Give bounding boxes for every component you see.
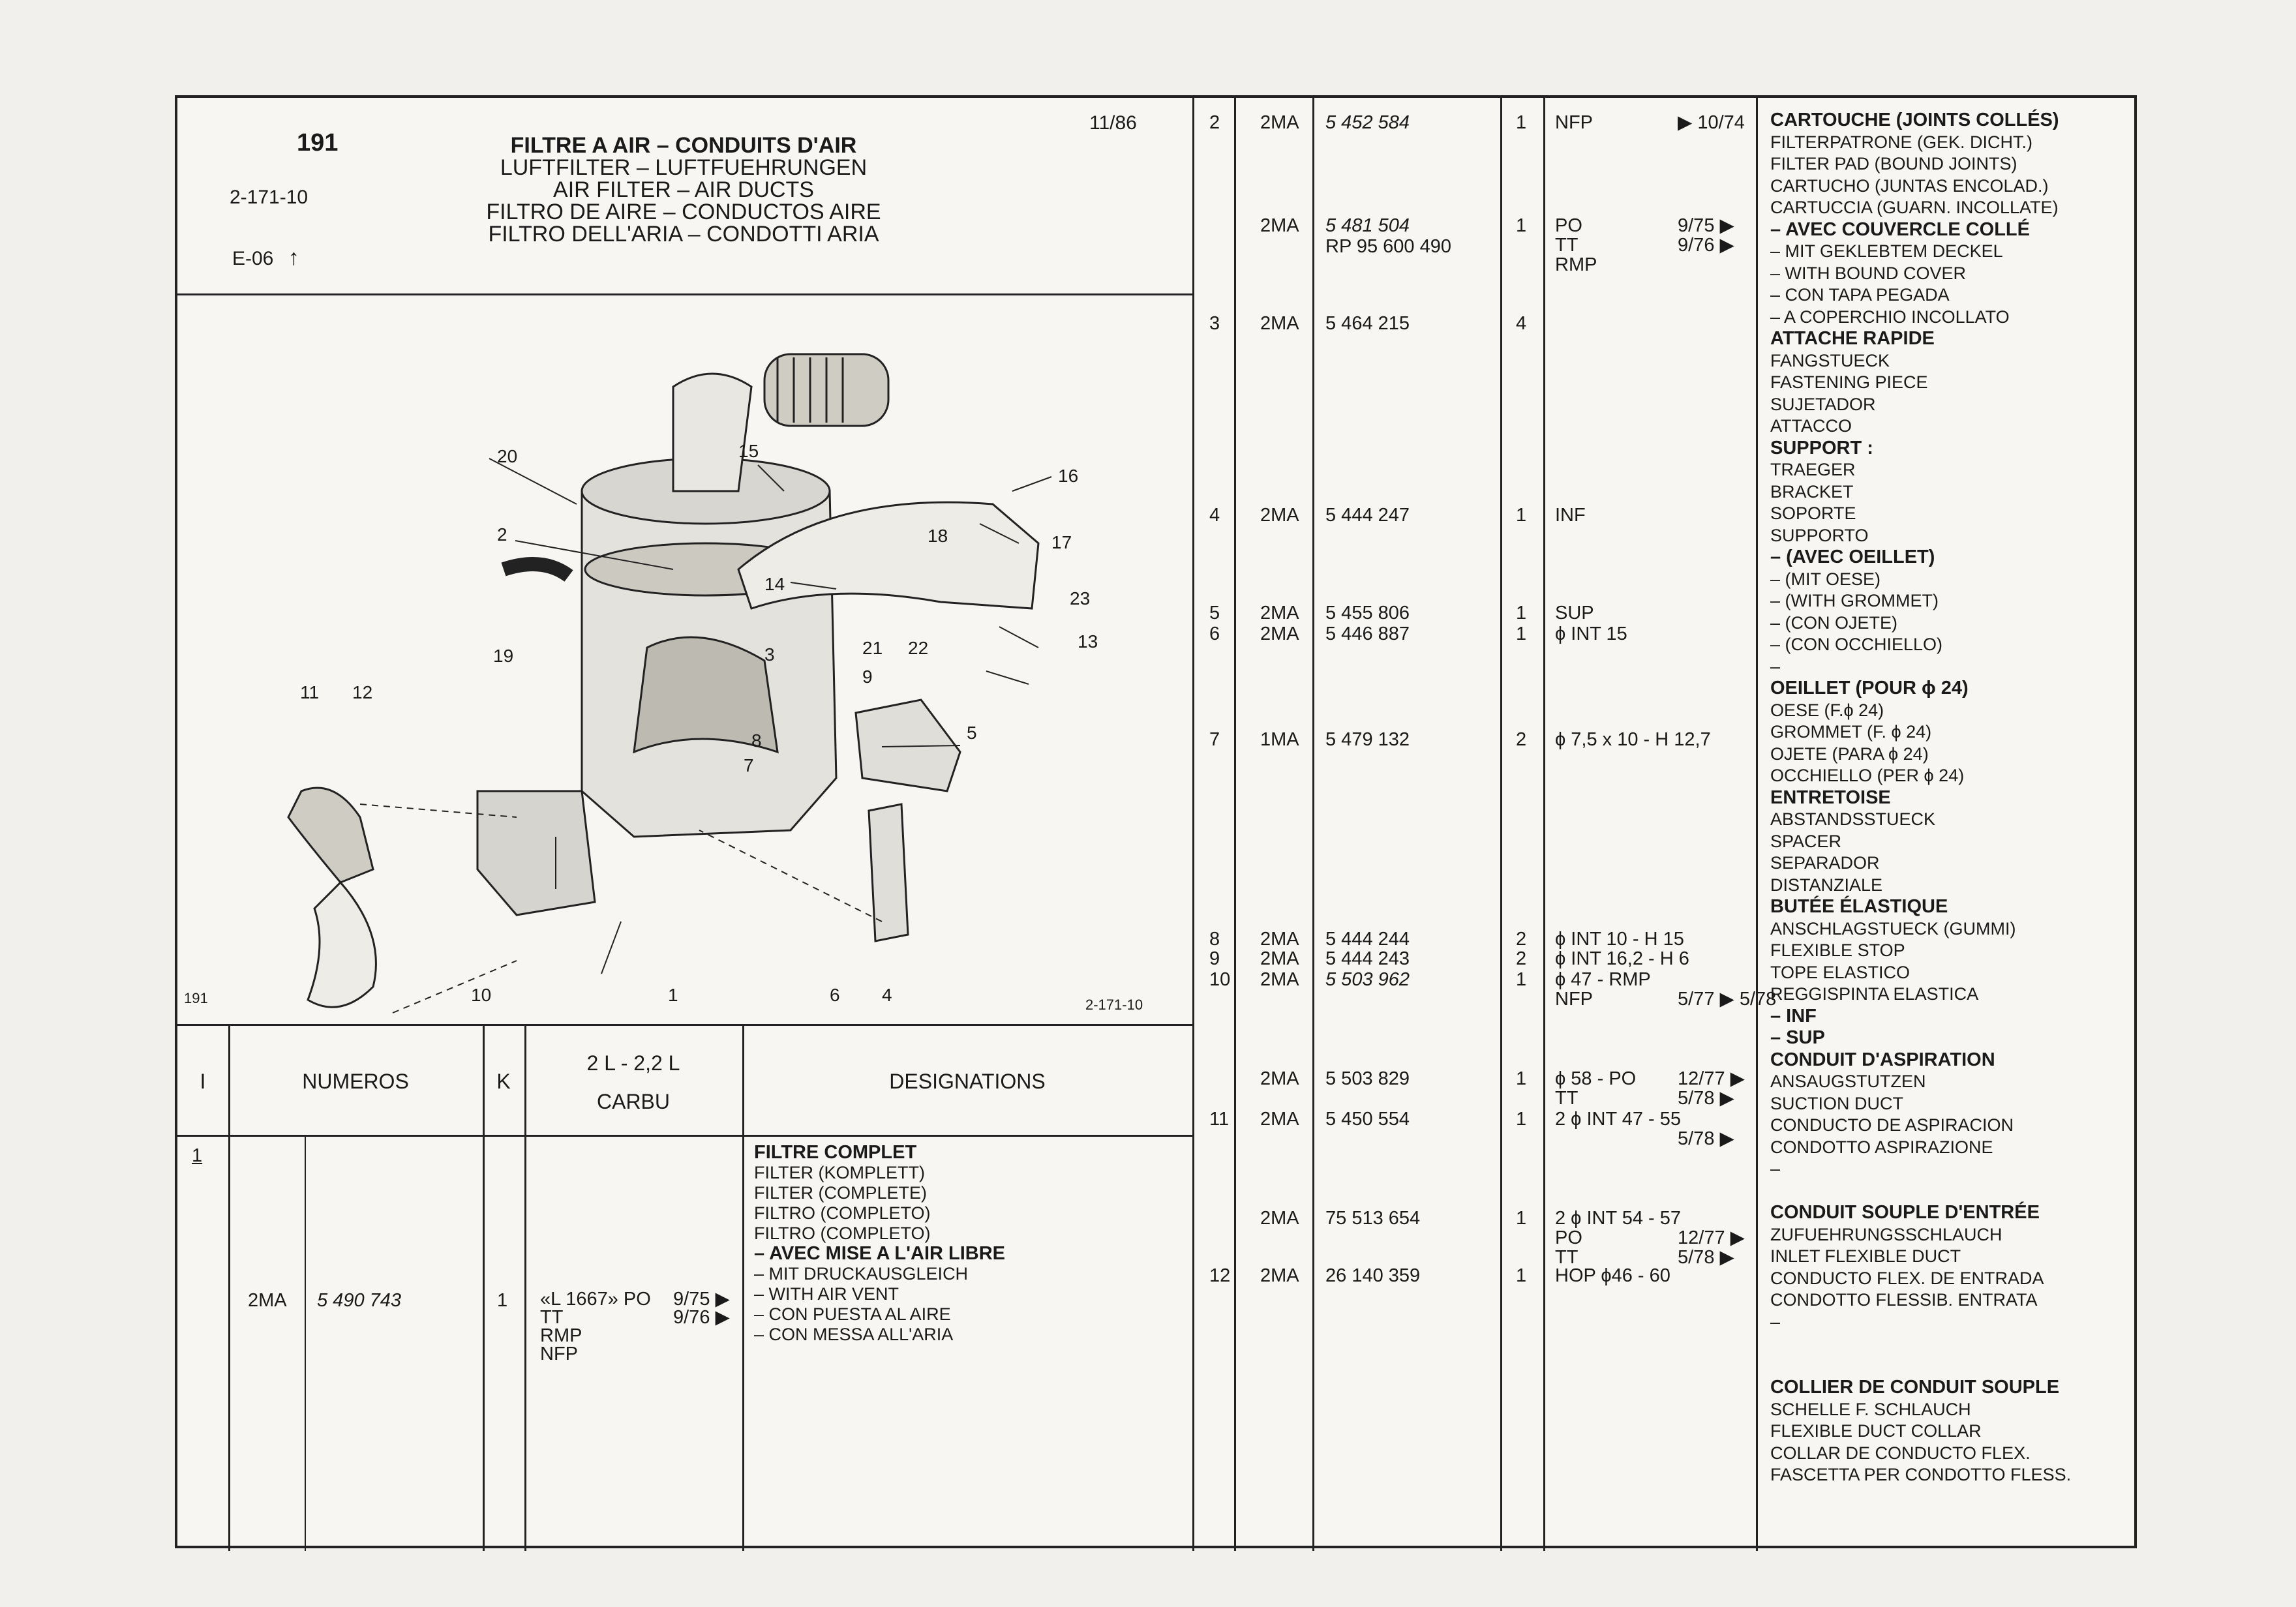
designation-line: COLLAR DE CONDUCTO FLEX.	[1770, 1443, 2031, 1463]
date-line-2: 9/76 ▶	[673, 1307, 730, 1328]
rcol-line-3	[1500, 98, 1502, 1551]
rrow-application-2: PO	[1555, 1227, 1582, 1248]
intake-duct-11	[288, 788, 373, 882]
designation-line: FILTERPATRONE (GEK. DICHT.)	[1770, 132, 2033, 152]
callout-5: 5	[967, 723, 977, 743]
designation-line: OEILLET (POUR ϕ 24)	[1770, 678, 1969, 698]
rrow-date-2: 9/76 ▶	[1678, 235, 1734, 256]
designation-line: –	[1770, 1312, 1781, 1332]
designation-line: CARTUCCIA (GUARN. INCOLLATE)	[1770, 198, 2059, 217]
elbow-duct	[673, 374, 751, 491]
rrow-qty: 1	[1516, 969, 1527, 990]
designation-line: CONDUIT D'ASPIRATION	[1770, 1049, 1995, 1070]
rrow-application-2: NFP	[1555, 989, 1593, 1010]
page-number: 191	[297, 129, 339, 157]
rrow-application-3: TT	[1555, 1247, 1578, 1268]
rrow-index: 11	[1209, 1109, 1230, 1130]
center-divider	[1192, 98, 1194, 1551]
desig-6: – AVEC MISE A L'AIR LIBRE	[754, 1243, 1006, 1264]
designation-line	[1770, 1180, 2071, 1203]
designation-line: GROMMET (F. ϕ 24)	[1770, 722, 1932, 742]
diagram-divider	[177, 1024, 1192, 1026]
designation-line: DISTANZIALE	[1770, 875, 1883, 895]
group-code-text: E-06	[232, 248, 274, 269]
designation-line: SOPORTE	[1770, 503, 1856, 523]
rrow-index: 2	[1209, 112, 1220, 133]
exploded-diagram	[177, 295, 1192, 1024]
rrow-application: ϕ 47 - RMP	[1555, 969, 1651, 990]
callout-12: 12	[352, 682, 373, 702]
callout-16: 16	[1058, 466, 1079, 486]
date-line-1: 9/75 ▶	[673, 1289, 730, 1310]
rrow-index: 8	[1209, 929, 1220, 950]
rrow-code: 2MA	[1260, 1265, 1299, 1286]
designation-line: INLET FLEXIBLE DUCT	[1770, 1246, 1961, 1266]
rrow-qty: 1	[1516, 1208, 1527, 1229]
intake-pipe-10	[308, 882, 376, 1007]
header-numeros: NUMEROS	[302, 1070, 409, 1093]
rrow-qty: 1	[1516, 623, 1527, 644]
rrow-qty: 2	[1516, 948, 1527, 969]
designation-line: TOPE ELASTICO	[1770, 962, 1911, 982]
callout-23: 23	[1070, 588, 1091, 608]
designation-line: OJETE (PARA ϕ 24)	[1770, 743, 1929, 764]
desig-2: FILTER (KOMPLETT)	[754, 1163, 926, 1182]
rrow-part-number: 26 140 359	[1325, 1265, 1421, 1286]
callout-22: 22	[908, 638, 929, 658]
designation-line: FASTENING PIECE	[1770, 372, 1928, 392]
rrow-code: 2MA	[1260, 112, 1299, 133]
hose-19	[504, 564, 569, 576]
row-application	[540, 1290, 651, 1363]
designation-line: – SUP	[1770, 1027, 1825, 1048]
title-en: AIR FILTER – AIR DUCTS	[553, 177, 814, 202]
designation-line: – AVEC COUVERCLE COLLÉ	[1770, 218, 2030, 240]
rrow-application-2: TT	[1555, 1088, 1578, 1109]
ref-code: 2-171-10	[230, 187, 309, 208]
col-line-4	[742, 1024, 744, 1551]
callout-1: 1	[668, 985, 678, 1005]
designation-line: – (AVEC OEILLET)	[1770, 547, 1935, 567]
diagram-svg	[177, 295, 1192, 1024]
rrow-application: ϕ INT 15	[1555, 623, 1627, 644]
callout-18: 18	[928, 526, 948, 546]
designation-line: SUJETADOR	[1770, 394, 1876, 414]
desig-10: – CON MESSA ALL'ARIA	[754, 1325, 954, 1344]
rrow-code: 2MA	[1260, 505, 1299, 526]
rrow-application: INF	[1555, 505, 1586, 526]
designation-line: REGGISPINTA ELASTICA	[1770, 984, 1979, 1004]
designation-line: CONDOTTO FLESSIB. ENTRATA	[1770, 1290, 2038, 1310]
diagram-page-label: 191	[184, 990, 208, 1006]
designation-line: ATTACHE RAPIDE	[1770, 328, 1935, 349]
rrow-part-number: 5 479 132	[1325, 729, 1410, 750]
designation-line: ANSCHLAGSTUECK (GUMMI)	[1770, 918, 2016, 939]
rcol-line-5	[1756, 98, 1758, 1551]
row-qty: 1	[497, 1290, 508, 1311]
designation-line: FLEXIBLE DUCT COLLAR	[1770, 1421, 1982, 1441]
designation-line: SUPPORTO	[1770, 525, 1869, 545]
callout-19: 19	[493, 646, 514, 666]
rrow-date: ▶ 10/74	[1678, 112, 1745, 133]
callout-10: 10	[471, 985, 492, 1005]
rrow-application: NFP	[1555, 112, 1593, 133]
designation-line: – (CON OCCHIELLO)	[1770, 635, 1943, 654]
rrow-part-number: 5 446 887	[1325, 623, 1410, 644]
designation-line: ZUFUEHRUNGSSCHLAUCH	[1770, 1224, 2002, 1244]
designation-line: BRACKET	[1770, 481, 1854, 502]
rrow-index: 6	[1209, 623, 1220, 644]
rrow-index: 10	[1209, 969, 1231, 990]
designation-line: – WITH BOUND COVER	[1770, 263, 1967, 283]
designation-line: FLEXIBLE STOP	[1770, 940, 1905, 960]
designation-line: – (CON OJETE)	[1770, 612, 1898, 633]
designation-line: CARTOUCHE (JOINTS COLLÉS)	[1770, 110, 2059, 130]
designation-line: – (MIT OESE)	[1770, 569, 1881, 589]
designation-line: FANGSTUECK	[1770, 350, 1890, 370]
callout-2: 2	[497, 524, 507, 545]
rrow-index: 7	[1209, 729, 1220, 750]
col-line-1	[228, 1024, 230, 1551]
designation-line: SPACER	[1770, 831, 1842, 851]
designation-line: FASCETTA PER CONDOTTO FLESS.	[1770, 1465, 2072, 1484]
callout-7: 7	[744, 755, 754, 775]
callout-21: 21	[862, 638, 883, 658]
callout-13: 13	[1078, 631, 1098, 652]
rrow-code: 2MA	[1260, 603, 1299, 623]
header-variant-line2: CARBU	[596, 1090, 670, 1113]
callout-9: 9	[862, 667, 873, 687]
callout-6: 6	[830, 985, 840, 1005]
title-fr: FILTRE A AIR – CONDUITS D'AIR	[510, 133, 857, 158]
rrow-date: 12/77 ▶	[1678, 1068, 1745, 1089]
rrow-part-number: 5 455 806	[1325, 603, 1410, 623]
row-designation	[754, 1143, 1005, 1345]
title-de: LUFTFILTER – LUFTFUEHRUNGEN	[500, 155, 868, 180]
rrow-date-2: 5/78 ▶	[1678, 1088, 1734, 1109]
rrow-application: ϕ INT 10 - H 15	[1555, 929, 1684, 950]
rrow-code: 2MA	[1260, 1208, 1299, 1229]
rrow-part-number: 5 503 962	[1325, 969, 1410, 990]
designation-line: CARTUCHO (JUNTAS ENCOLAD.)	[1770, 175, 2049, 196]
rrow-qty: 2	[1516, 929, 1527, 950]
rrow-application: HOP ϕ46 - 60	[1555, 1265, 1670, 1286]
designation-line: SUPPORT :	[1770, 437, 1873, 458]
header-k: K	[496, 1070, 511, 1093]
callout-4: 4	[882, 985, 892, 1005]
rrow-code: 2MA	[1260, 969, 1299, 990]
designation-line: – CON TAPA PEGADA	[1770, 285, 1950, 305]
rrow-qty: 1	[1516, 603, 1527, 623]
row-index: 1	[192, 1145, 203, 1166]
designation-line: BUTÉE ÉLASTIQUE	[1770, 896, 1948, 917]
arrow-up-icon: ↑	[288, 245, 299, 270]
callout-3: 3	[764, 644, 775, 665]
rrow-part-number: 5 444 243	[1325, 948, 1410, 969]
rrow-application: 2 ϕ INT 47 - 55	[1555, 1109, 1682, 1130]
designation-line: FILTER PAD (BOUND JOINTS)	[1770, 154, 2017, 173]
group-code	[232, 245, 299, 271]
app-line-1: «L 1667» PO	[540, 1289, 651, 1310]
rrow-index: 4	[1209, 505, 1220, 526]
designation-line: CONDOTTO ASPIRAZIONE	[1770, 1137, 1993, 1157]
rrow-part-number: 5 503 829	[1325, 1068, 1410, 1089]
rrow-application: SUP	[1555, 603, 1594, 623]
title-es: FILTRO DE AIRE – CONDUCTOS AIRE	[486, 200, 881, 224]
rrow-code: 2MA	[1260, 1109, 1299, 1130]
rrow-date: 9/75 ▶	[1678, 215, 1734, 236]
rrow-index: 3	[1209, 313, 1220, 334]
rrow-code: 2MA	[1260, 1068, 1299, 1089]
rrow-date-2: 5/78 ▶	[1678, 1128, 1734, 1149]
rrow-date-2: 5/77 ▶ 5/78	[1678, 989, 1777, 1010]
desig-5: FILTRO (COMPLETO)	[754, 1224, 931, 1243]
designation-line: – (WITH GROMMET)	[1770, 591, 1939, 610]
designation-line: –	[1770, 656, 1781, 676]
desig-8: – WITH AIR VENT	[754, 1284, 899, 1304]
title-block	[423, 134, 944, 245]
callout-15: 15	[738, 441, 759, 461]
rrow-part-number: 5 452 584	[1325, 112, 1410, 133]
rrow-part-number: 5 444 244	[1325, 929, 1410, 950]
callout-20: 20	[497, 446, 518, 466]
rrow-code: 2MA	[1260, 929, 1299, 950]
rrow-qty: 1	[1516, 505, 1527, 526]
designation-line: SEPARADOR	[1770, 853, 1880, 873]
desig-1: FILTRE COMPLET	[754, 1142, 917, 1163]
designation-line	[1770, 1333, 2071, 1355]
rrow-application-2: TT	[1555, 235, 1578, 256]
rrow-application: ϕ 58 - PO	[1555, 1068, 1637, 1089]
rrow-date-2: 12/77 ▶	[1678, 1227, 1745, 1248]
rrow-part-number: 5 481 504	[1325, 215, 1410, 236]
rrow-qty: 4	[1516, 313, 1527, 334]
rrow-application: ϕ INT 16,2 - H 6	[1555, 948, 1689, 969]
rrow-qty: 1	[1516, 112, 1527, 133]
table-header-divider	[177, 1135, 1192, 1137]
designation-line: – INF	[1770, 1005, 1817, 1027]
desig-7: – MIT DRUCKAUSGLEICH	[754, 1264, 969, 1284]
rrow-qty: 1	[1516, 1068, 1527, 1089]
catalog-page	[175, 95, 2137, 1548]
designation-line: CONDUIT SOUPLE D'ENTRÉE	[1770, 1202, 2040, 1223]
designation-line: ABSTANDSSTUECK	[1770, 809, 1936, 829]
desig-4: FILTRO (COMPLETO)	[754, 1203, 931, 1223]
designation-line: –	[1770, 1159, 1781, 1179]
designation-line: CONDUCTO FLEX. DE ENTRADA	[1770, 1268, 2044, 1288]
title-it: FILTRO DELL'ARIA – CONDOTTI ARIA	[488, 222, 879, 247]
designation-line: – A COPERCHIO INCOLLATO	[1770, 307, 2010, 327]
header-variant	[524, 1051, 742, 1114]
rrow-part-number: 5 450 554	[1325, 1109, 1410, 1130]
designation-line: ANSAUGSTUTZEN	[1770, 1072, 1926, 1091]
header-variant-line1: 2 L - 2,2 L	[586, 1051, 680, 1075]
rcol-line-2	[1312, 98, 1314, 1551]
header-index: I	[200, 1070, 206, 1093]
rcol-line-1	[1234, 98, 1236, 1551]
bracket-4	[869, 804, 908, 941]
header-designations: DESIGNATIONS	[889, 1070, 1046, 1093]
callout-14: 14	[764, 574, 785, 594]
rrow-index: 12	[1209, 1265, 1231, 1286]
rrow-code: 2MA	[1260, 215, 1299, 236]
rrow-date-3: 5/78 ▶	[1678, 1247, 1734, 1268]
rrow-qty: 2	[1516, 729, 1527, 750]
designation-line: OCCHIELLO (PER ϕ 24)	[1770, 766, 1965, 785]
designation-line: ENTRETOISE	[1770, 787, 1891, 808]
rrow-code: 1MA	[1260, 729, 1299, 750]
designation-line: COLLIER DE CONDUIT SOUPLE	[1770, 1377, 2060, 1398]
rrow-application: ϕ 7,5 x 10 - H 12,7	[1555, 729, 1711, 750]
callout-8: 8	[751, 730, 762, 751]
row-part-number: 5 490 743	[317, 1290, 402, 1311]
rrow-code: 2MA	[1260, 623, 1299, 644]
designation-line: SCHELLE F. SCHLAUCH	[1770, 1399, 1971, 1419]
row-code: 2MA	[248, 1290, 287, 1311]
diagram-ref-label: 2-171-10	[1085, 997, 1143, 1013]
designation-line: OESE (F.ϕ 24)	[1770, 700, 1884, 720]
app-line-4: NFP	[540, 1344, 578, 1364]
desig-9: – CON PUESTA AL AIRE	[754, 1304, 951, 1324]
app-line-3: RMP	[540, 1325, 582, 1346]
right-designations	[1770, 110, 2071, 1486]
rrow-application-3: RMP	[1555, 254, 1597, 275]
col-line-2	[483, 1024, 485, 1551]
rrow-qty: 1	[1516, 1265, 1527, 1286]
rrow-index: 5	[1209, 603, 1220, 623]
rrow-application: PO	[1555, 215, 1582, 236]
rrow-part-number: 5 444 247	[1325, 505, 1410, 526]
rrow-part-number: 75 513 654	[1325, 1208, 1421, 1229]
designation-line: ATTACCO	[1770, 416, 1852, 436]
rrow-part-number-2: RP 95 600 490	[1325, 236, 1451, 257]
rrow-qty: 1	[1516, 1109, 1527, 1130]
rrow-application: 2 ϕ INT 54 - 57	[1555, 1208, 1682, 1229]
row-dates	[673, 1290, 730, 1327]
designation-line: TRAEGER	[1770, 460, 1856, 479]
app-line-2: TT	[540, 1307, 564, 1328]
rcol-line-4	[1543, 98, 1545, 1551]
date-label: 11/86	[1089, 112, 1137, 134]
rrow-part-number: 5 464 215	[1325, 313, 1410, 334]
callout-11: 11	[300, 682, 320, 702]
rrow-qty: 1	[1516, 215, 1527, 236]
designation-line: CONDUCTO DE ASPIRACION	[1770, 1115, 2014, 1135]
rrow-code: 2MA	[1260, 313, 1299, 334]
designation-line	[1770, 1355, 2071, 1377]
designation-line: – MIT GEKLEBTEM DECKEL	[1770, 241, 2003, 261]
designation-line: SUCTION DUCT	[1770, 1093, 1903, 1113]
rrow-index: 9	[1209, 948, 1220, 969]
rrow-code: 2MA	[1260, 948, 1299, 969]
col-line-code	[305, 1135, 306, 1551]
callout-17: 17	[1051, 532, 1072, 552]
desig-3: FILTER (COMPLETE)	[754, 1183, 928, 1203]
